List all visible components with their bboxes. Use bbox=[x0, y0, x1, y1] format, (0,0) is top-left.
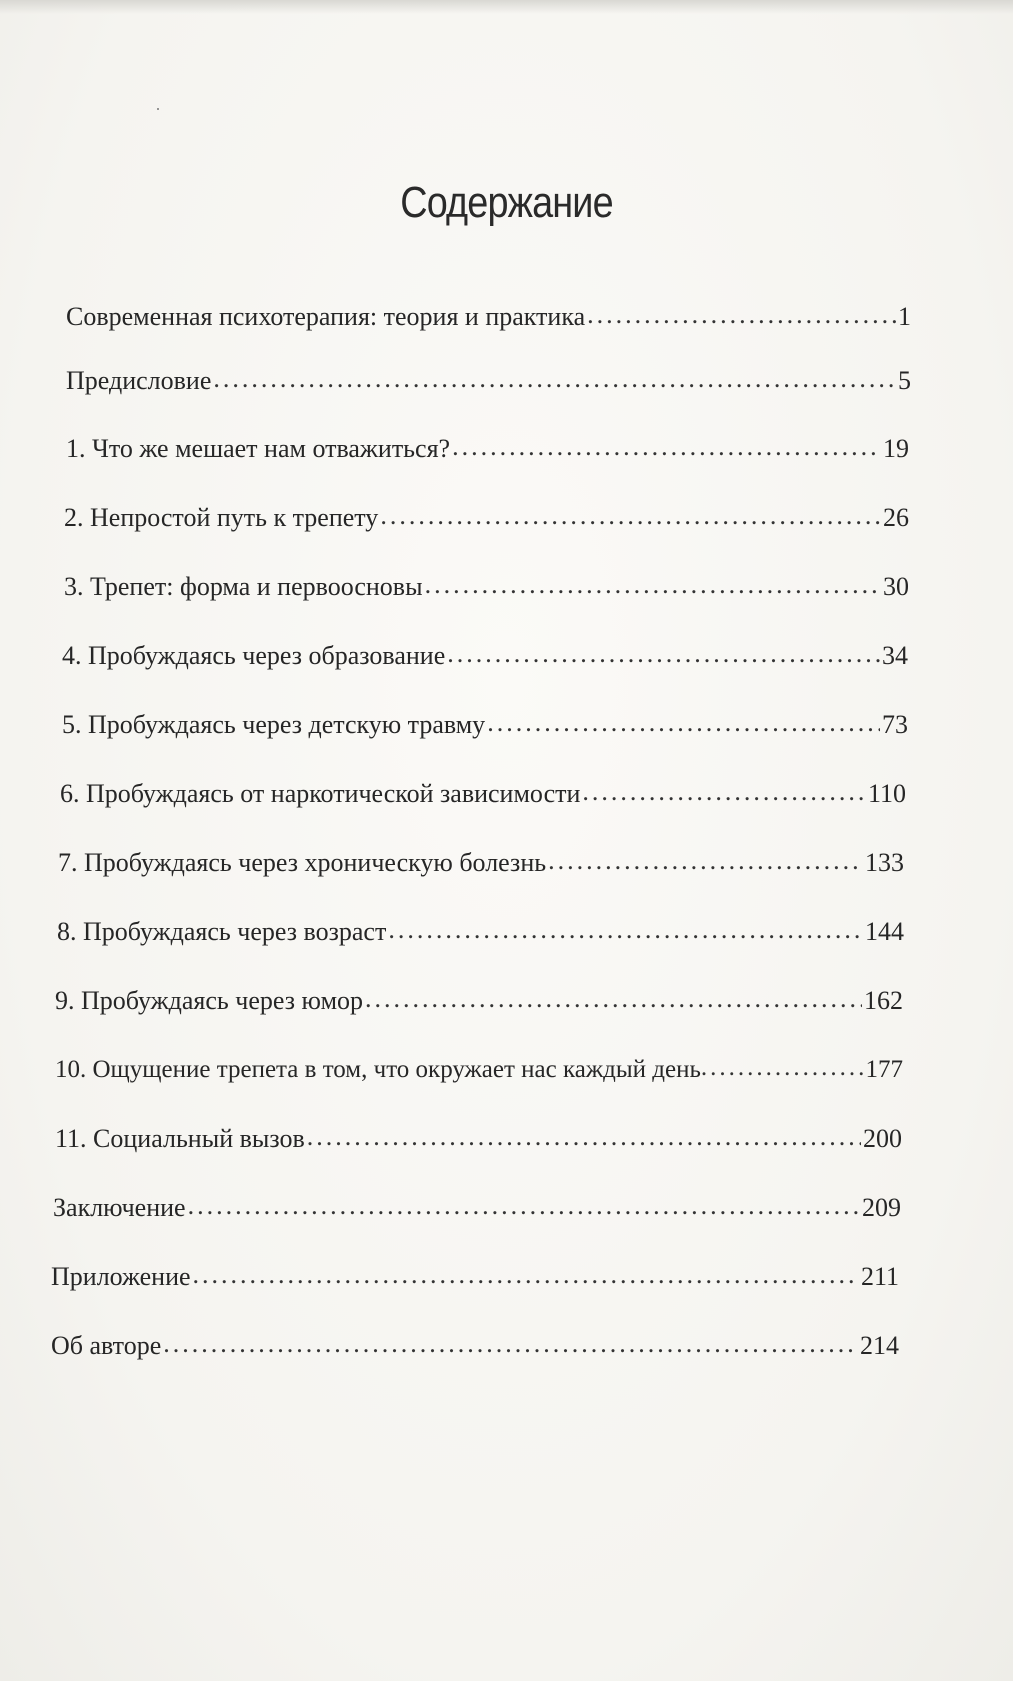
leader-dots bbox=[388, 915, 863, 945]
leader-dots bbox=[213, 364, 896, 394]
toc-entry-label: 1. Что же мешает нам отважиться? bbox=[66, 434, 451, 463]
toc-entry-page: 1 bbox=[898, 302, 911, 331]
leader-dots bbox=[307, 1122, 861, 1152]
toc-entry-label: Об авторе bbox=[51, 1331, 162, 1360]
toc-entry-page: 110 bbox=[867, 779, 906, 808]
leader-dots bbox=[163, 1329, 858, 1359]
toc-entry-page: 200 bbox=[863, 1124, 902, 1153]
toc-entry bbox=[55, 986, 903, 1016]
toc-entry bbox=[62, 710, 908, 740]
toc-entry-label: Предисловие bbox=[66, 366, 212, 395]
toc-entry bbox=[58, 848, 904, 878]
toc-entry-page: 19 bbox=[883, 434, 909, 463]
toc-entry bbox=[57, 917, 904, 947]
toc-entry bbox=[51, 1262, 899, 1292]
toc-entry-label: 10. Ощущение трепета в том, что окружает нас каждый день bbox=[55, 1056, 701, 1083]
toc-entry-page: 162 bbox=[864, 986, 903, 1015]
leader-dots bbox=[380, 501, 881, 531]
toc-entry-page: 144 bbox=[865, 917, 904, 946]
leader-dots bbox=[188, 1191, 860, 1221]
leader-dots bbox=[447, 639, 880, 669]
toc-entry bbox=[60, 779, 906, 809]
toc-entry-page: 209 bbox=[862, 1193, 901, 1222]
toc-entry bbox=[55, 1124, 902, 1154]
toc-entry-page: 5 bbox=[898, 366, 911, 395]
toc-entry-page: 177 bbox=[865, 1056, 903, 1083]
leader-dots bbox=[365, 984, 862, 1014]
toc-entry-label: 3. Трепет: форма и первоосновы bbox=[64, 572, 423, 601]
leader-dots bbox=[701, 1054, 866, 1082]
toc-entry bbox=[66, 302, 911, 332]
leader-dots bbox=[425, 570, 881, 600]
toc-entry bbox=[51, 1331, 899, 1361]
toc-entry-label: 11. Социальный вызов bbox=[55, 1124, 305, 1153]
toc-entry-label: Заключение bbox=[53, 1193, 186, 1222]
toc-entry-label: Современная психотерапия: теория и практика bbox=[66, 302, 586, 331]
toc-entry-page: 73 bbox=[882, 710, 908, 739]
toc-entry-page: 214 bbox=[860, 1331, 899, 1360]
leader-dots bbox=[587, 300, 896, 330]
leader-dots bbox=[548, 846, 863, 876]
toc-entry-page: 34 bbox=[882, 641, 908, 670]
toc-entry bbox=[64, 503, 909, 533]
toc-entry bbox=[62, 641, 908, 671]
toc-entry-page: 30 bbox=[883, 572, 909, 601]
toc-entry bbox=[66, 434, 909, 464]
toc-entry-label: 5. Пробуждаясь через детскую травму bbox=[62, 710, 486, 739]
leader-dots bbox=[582, 777, 866, 807]
leader-dots bbox=[452, 432, 881, 462]
toc-entry-page: 133 bbox=[865, 848, 904, 877]
toc-entry-label: Приложение bbox=[51, 1262, 191, 1291]
toc-entry-label: 7. Пробуждаясь через хроническую болезнь bbox=[58, 848, 547, 877]
leader-dots bbox=[487, 708, 880, 738]
toc-entry-label: 8. Пробуждаясь через возраст bbox=[57, 917, 387, 946]
toc-entry bbox=[53, 1193, 901, 1223]
toc-entry-label: 4. Пробуждаясь через образование bbox=[62, 641, 446, 670]
toc-entry-label: 9. Пробуждаясь через юмор bbox=[55, 986, 364, 1015]
toc-entry-page: 211 bbox=[860, 1262, 899, 1291]
toc-entry-label: 2. Непростой путь к трепету bbox=[64, 503, 379, 532]
toc-entry-label: 6. Пробуждаясь от наркотической зависимости bbox=[60, 779, 581, 808]
page-title: Содержание bbox=[400, 178, 613, 227]
leader-dots bbox=[193, 1260, 859, 1290]
toc-entry bbox=[64, 572, 909, 602]
toc-entry-page: 26 bbox=[883, 503, 909, 532]
toc-entry bbox=[55, 1056, 903, 1084]
toc-entry bbox=[66, 366, 911, 396]
